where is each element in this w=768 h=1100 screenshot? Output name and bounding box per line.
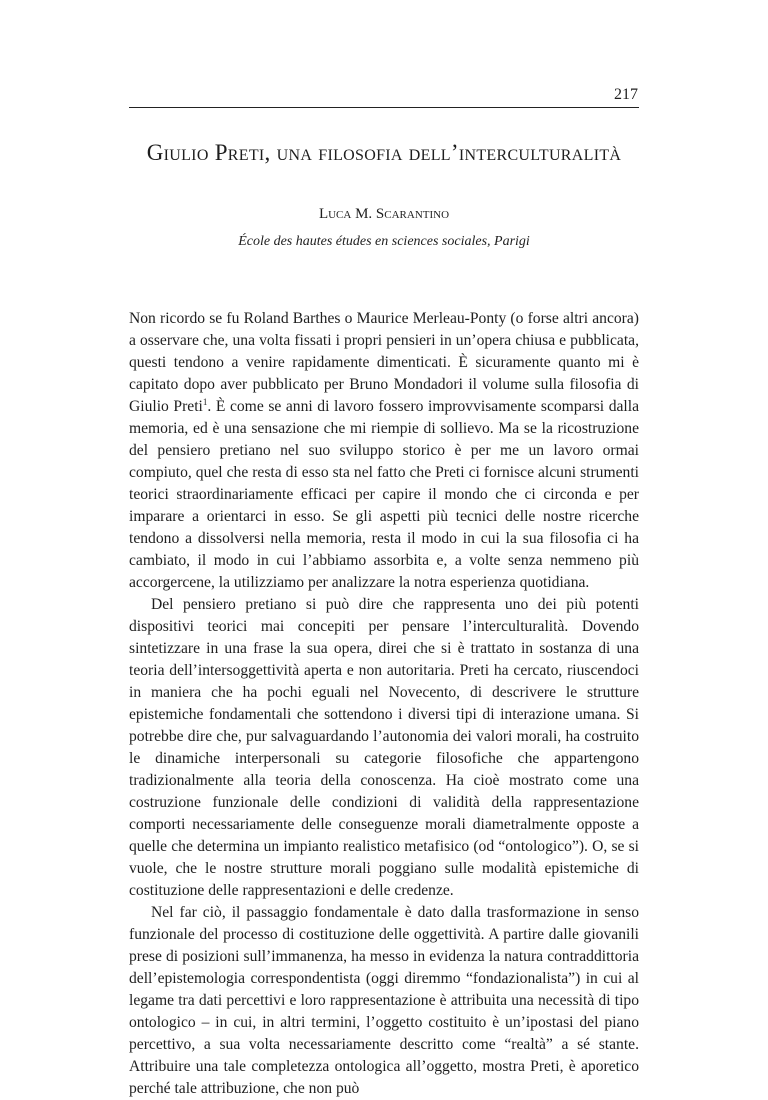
paragraph-2: Del pensiero pretiano si può dire che rappresenta uno dei più potenti dispositivi teorici mai concepiti per pensare l’interculturalità. Dovendo sintetizzare in una frase la sua opera, direi che si è trattato in sostanza di una teoria dell’intersoggettività aperta e non autoritaria. Preti ha cercato, riuscendoci in maniera che ha pochi eguali nel Novecento, di descrivere le strutture epistemiche fondamentali che sottendono i diversi tipi di interazione umana. Si potrebbe dire che, pur salvaguardando l’autonomia dei valori morali, ha costruito le dinamiche interpersonali su categorie filosofiche che appartengono tradizionalmente alla teoria della conoscenza. Ha cioè mostrato come una costruzione funzionale delle condizioni di validità della rappresentazione comporti necessariamente delle conseguenze morali diametralmente opposte a quelle che determina un impianto realistico metafisico (od “ontologico”). O, se si vuole, che le nostre strutture morali poggiano sulle modalità epistemiche di costituzione delle rappresentazioni e delle credenze. <box>129 596 639 899</box>
footnote-marker[interactable]: 1 <box>202 396 208 407</box>
paragraph-3: Nel far ciò, il passaggio fondamentale è dato dalla trasformazione in senso funzionale del processo di costituzione delle oggettività. A partire dalle giovanili prese di posizioni sull’immanenza, ha messo in evidenza la natura contraddittoria dell’epistemologia correspondentista (oggi diremmo “fondazionalista”) in cui al legame tra dati percettivi e loro rappresentazione è attribuita una necessità di tipo ontologico – in cui, in altri termini, l’oggetto costituito è un’ipostasi del piano percettivo, a sua volta necessariamente descritto come “realtà” a sé stante. Attribuire una tale completezza ontologica all’oggetto, mostra Preti, è aporetico perché tale attribuzione, che non può <box>129 904 639 1097</box>
author-affiliation: École des hautes études en sciences sociales, Parigi <box>238 234 530 249</box>
header-rule <box>129 107 639 108</box>
paragraph-1-text-b: . È come se anni di lavoro fossero improvvisamente scomparsi dalla memoria, ed è una sensazione che mi riempie di sollievo. Ma se la ricostruzione del pensiero pretiano nel suo sviluppo storico è per me un lavoro ormai compiuto, quel che resta di esso sta nel fatto che Preti ci fornisce alcuni strumenti teorici straordinariamente efficaci per capire il mondo che ci circonda e per imparare a orientarci in esso. Se gli aspetti più tecnici delle nostre ricerche tendono a dissolversi nella memoria, resta il modo in cui la sua filosofia ci ha cambiato, il modo in cui l’abbiamo assorbita e, a volte senza nemmeno più accorgercene, la utilizziamo per analizzare la notra esperienza quotidiana. <box>129 398 639 591</box>
paragraph-1-text-a: Non ricordo se fu Roland Barthes o Maurice Merleau-Ponty (o forse altri ancora) a osservare che, una volta fissati i propri pensieri in un’opera chiusa e pubblicata, questi tendono a venire rapidamente dimenticati. È sicuramente quanto mi è capitato dopo aver pubblicato per Bruno Mondadori il volume sulla filosofia di Giulio Preti <box>129 310 639 415</box>
article-title: Giulio Preti, una filosofia dell’interculturalità <box>146 140 622 165</box>
page-number: 217 <box>614 86 638 103</box>
paragraph-1 <box>129 308 639 594</box>
article-author: Luca M. Scarantino <box>318 206 450 222</box>
article-body <box>129 308 639 1100</box>
